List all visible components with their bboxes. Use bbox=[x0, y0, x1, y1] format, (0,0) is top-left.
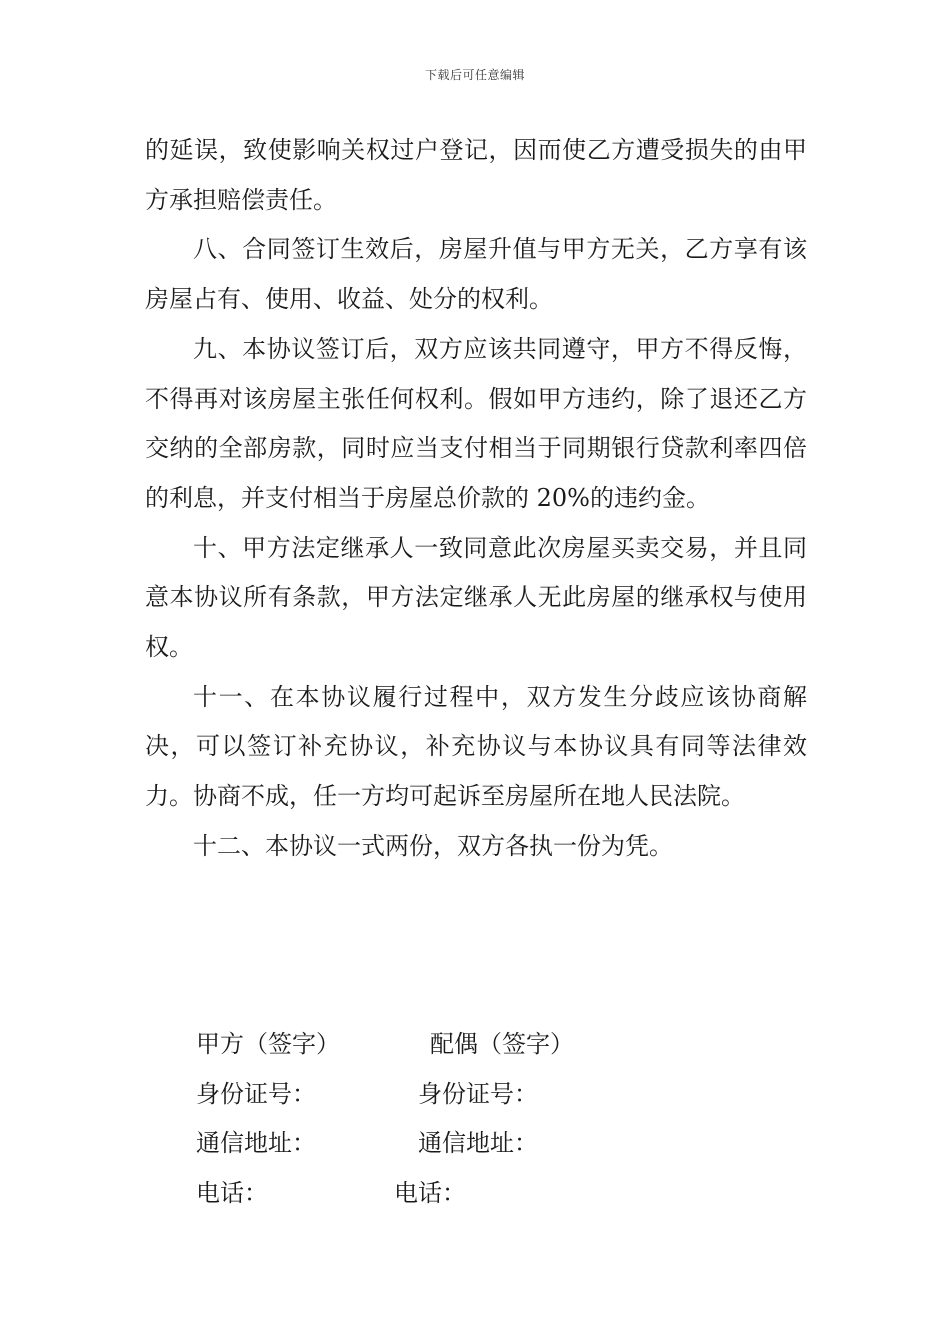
clause-9: 九、本协议签订后，双方应该共同遵守，甲方不得反悔，不得再对该房屋主张任何权利。假如甲方违约，除了退还乙方交纳的全部房款，同时应当支付相当于同期银行贷款利率四倍的利息，并支付相当于房屋总价款的 20%的违约金。 bbox=[145, 334, 807, 512]
paragraph-continuation: 的延误，致使影响关权过户登记，因而使乙方遭受损失的由甲方承担赔偿责任。 bbox=[145, 136, 807, 214]
page-header: 下载后可任意编辑 bbox=[424, 68, 525, 82]
contract-body bbox=[145, 126, 807, 872]
party-a-address-label: 通信地址： bbox=[196, 1129, 316, 1158]
clause-11: 十一、在本协议履行过程中，双方发生分歧应该协商解决，可以签订补充协议，补充协议与本协议具有同等法律效力。协商不成，任一方均可起诉至房屋所在地人民法院。 bbox=[145, 682, 807, 811]
spouse-address-label: 通信地址： bbox=[418, 1129, 538, 1158]
spouse-signature-label: 配偶（签字） bbox=[430, 1030, 574, 1058]
spouse-phone-label: 电话： bbox=[394, 1179, 466, 1208]
clause-12: 十二、本协议一式两份，双方各执一份为凭。 bbox=[193, 831, 673, 860]
clause-10: 十、甲方法定继承人一致同意此次房屋买卖交易，并且同意本协议所有条款，甲方法定继承人无此房屋的继承权与使用权。 bbox=[145, 533, 807, 662]
party-a-signature-label: 甲方（签字） bbox=[196, 1030, 340, 1058]
party-a-id-label: 身份证号： bbox=[196, 1079, 316, 1108]
spouse-id-label: 身份证号： bbox=[418, 1079, 538, 1108]
party-a-phone-label: 电话： bbox=[196, 1179, 268, 1208]
clause-8: 八、合同签订生效后，房屋升值与甲方无关，乙方享有该房屋占有、使用、收益、处分的权利。 bbox=[145, 235, 807, 314]
